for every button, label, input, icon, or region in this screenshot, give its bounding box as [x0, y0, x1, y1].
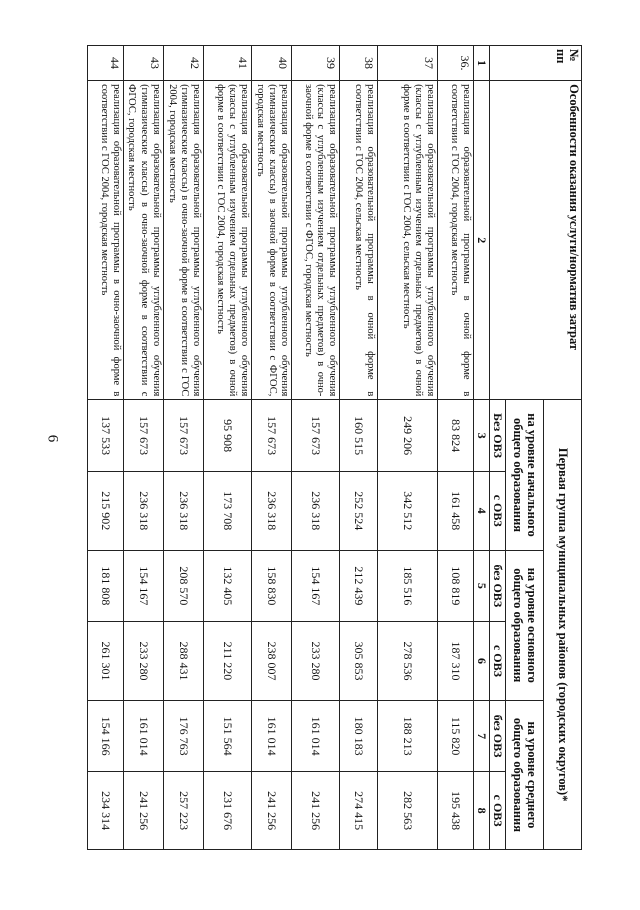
- row-value: 95 908: [204, 400, 252, 471]
- row-number: 37: [378, 46, 438, 81]
- row-description: реализация образовательной программы углубленного обучения (гимназические классы) в очно-заочной форме в соответствии с ГОС 2004, городская местность: [164, 81, 204, 400]
- table-row: [164, 46, 204, 850]
- column-numbers-row: [474, 46, 490, 850]
- row-number: 40: [252, 46, 292, 81]
- header-sub-without: без ОВЗ: [490, 550, 506, 621]
- table-body: [88, 46, 474, 850]
- row-value: 236 318: [164, 471, 204, 550]
- row-value: 236 318: [124, 471, 164, 550]
- table-row: [438, 46, 474, 850]
- row-value: 160 515: [340, 400, 378, 471]
- column-number: 7: [474, 700, 490, 771]
- table-row: [252, 46, 292, 850]
- table-row: [204, 46, 252, 850]
- row-value: 342 512: [378, 471, 438, 550]
- row-value: 257 223: [164, 772, 204, 850]
- row-description: реализация образовательной программы в очной форме в соответствии с ГОС 2004, городская местность: [438, 81, 474, 400]
- row-description: реализация образовательной программы углубленного обучения (классы с углубленным изучением отдельных предметов) в очно-заочной форме в соответствии с ФГОС, городская местность: [292, 81, 340, 400]
- row-description: реализация образовательной программы в очно-заочной форме в соответствии с ГОС 2004, городская местность: [88, 81, 124, 400]
- row-value: 154 166: [88, 700, 124, 771]
- row-value: 132 405: [204, 550, 252, 621]
- row-value: 249 206: [378, 400, 438, 471]
- row-value: 233 280: [124, 622, 164, 701]
- row-value: 176 763: [164, 700, 204, 771]
- row-value: 157 673: [292, 400, 340, 471]
- row-value: 157 673: [124, 400, 164, 471]
- column-number: 1: [474, 46, 490, 81]
- row-value: 305 853: [340, 622, 378, 701]
- cost-norms-table: [87, 45, 582, 850]
- row-value: 241 256: [252, 772, 292, 850]
- row-number: 41: [204, 46, 252, 81]
- column-number: 2: [474, 81, 490, 400]
- row-value: 181 808: [88, 550, 124, 621]
- row-value: 261 301: [88, 622, 124, 701]
- table-row: [292, 46, 340, 850]
- row-value: 195 438: [438, 772, 474, 850]
- row-value: 282 563: [378, 772, 438, 850]
- row-value: 188 213: [378, 700, 438, 771]
- row-value: 215 902: [88, 471, 124, 550]
- row-value: 180 183: [340, 700, 378, 771]
- row-value: 252 524: [340, 471, 378, 550]
- row-description: реализация образовательной программы в очной форме в соответствии с ГОС 2004, сельская местность: [340, 81, 378, 400]
- row-value: 115 820: [438, 700, 474, 771]
- header-sub-without: без ОВЗ: [490, 700, 506, 771]
- row-value: 238 007: [252, 622, 292, 701]
- row-description: реализация образовательной программы углубленного обучения (классы с углубленным изучением отдельных предметов) в очной форме в соответствии с ГОС 2004, сельская местность: [378, 81, 438, 400]
- row-number: 43: [124, 46, 164, 81]
- row-value: 161 014: [292, 700, 340, 771]
- rotated-table-container: [98, 45, 582, 850]
- table-row: [124, 46, 164, 850]
- row-value: 231 676: [204, 772, 252, 850]
- row-number: 36.: [438, 46, 474, 81]
- row-value: 236 318: [292, 471, 340, 550]
- column-number: 8: [474, 772, 490, 850]
- row-description: реализация образовательной программы углубленного обучения (гимназические классы) в заочной форме в соответствии с ФГОС, городская местность: [252, 81, 292, 400]
- row-value: 208 570: [164, 550, 204, 621]
- header-level-primary: на уровне начального общего образования: [506, 400, 544, 550]
- row-value: 288 431: [164, 622, 204, 701]
- header-group: Первая группа муниципальных районов (городских округов)*: [544, 400, 582, 850]
- row-value: 185 516: [378, 550, 438, 621]
- row-value: 154 167: [124, 550, 164, 621]
- row-value: 211 220: [204, 622, 252, 701]
- header-level-secondary: на уровне среднего общего образования: [506, 700, 544, 849]
- row-value: 233 280: [292, 622, 340, 701]
- row-value: 154 167: [292, 550, 340, 621]
- column-number: 4: [474, 471, 490, 550]
- row-value: 241 256: [292, 772, 340, 850]
- column-number: 3: [474, 400, 490, 471]
- row-value: 157 673: [164, 400, 204, 471]
- column-number: 6: [474, 622, 490, 701]
- table-row: [88, 46, 124, 850]
- row-value: 212 439: [340, 550, 378, 621]
- header-level-basic: на уровне основного общего образования: [506, 550, 544, 700]
- row-number: 39: [292, 46, 340, 81]
- row-value: 158 830: [252, 550, 292, 621]
- row-value: 108 819: [438, 550, 474, 621]
- row-value: 274 415: [340, 772, 378, 850]
- row-value: 241 256: [124, 772, 164, 850]
- row-value: 234 314: [88, 772, 124, 850]
- row-value: 187 310: [438, 622, 474, 701]
- row-description: реализация образовательной программы углубленного обучения (классы с углубленным изучением отдельных предметов) в очной форме в соответствии с ГОС 2004, городская местность: [204, 81, 252, 400]
- row-number: 44: [88, 46, 124, 81]
- table-row: [378, 46, 438, 850]
- header-sub-with: с ОВЗ: [490, 622, 506, 701]
- row-value: 161 014: [252, 700, 292, 771]
- row-value: 83 824: [438, 400, 474, 471]
- row-value: 151 564: [204, 700, 252, 771]
- row-number: 42: [164, 46, 204, 81]
- row-value: 161 458: [438, 471, 474, 550]
- row-value: 173 708: [204, 471, 252, 550]
- row-number: 38: [340, 46, 378, 81]
- header-sub-with: с ОВЗ: [490, 471, 506, 550]
- header-sub-without: Без ОВЗ: [490, 400, 506, 471]
- row-value: 278 536: [378, 622, 438, 701]
- table-row: [340, 46, 378, 850]
- row-description: реализация образовательной программы углубленного обучения (гимназические классы) в очно-заочной форме в соответствии с ФГОС, городская местность: [124, 81, 164, 400]
- row-value: 161 014: [124, 700, 164, 771]
- page-number: 6: [44, 434, 61, 443]
- header-description: Особенности оказания услуги/норматив затрат: [490, 81, 582, 400]
- header-sub-with: с ОВЗ: [490, 772, 506, 850]
- header-number: № пп: [490, 46, 582, 81]
- row-value: 157 673: [252, 400, 292, 471]
- column-number: 5: [474, 550, 490, 621]
- row-value: 137 533: [88, 400, 124, 471]
- row-value: 236 318: [252, 471, 292, 550]
